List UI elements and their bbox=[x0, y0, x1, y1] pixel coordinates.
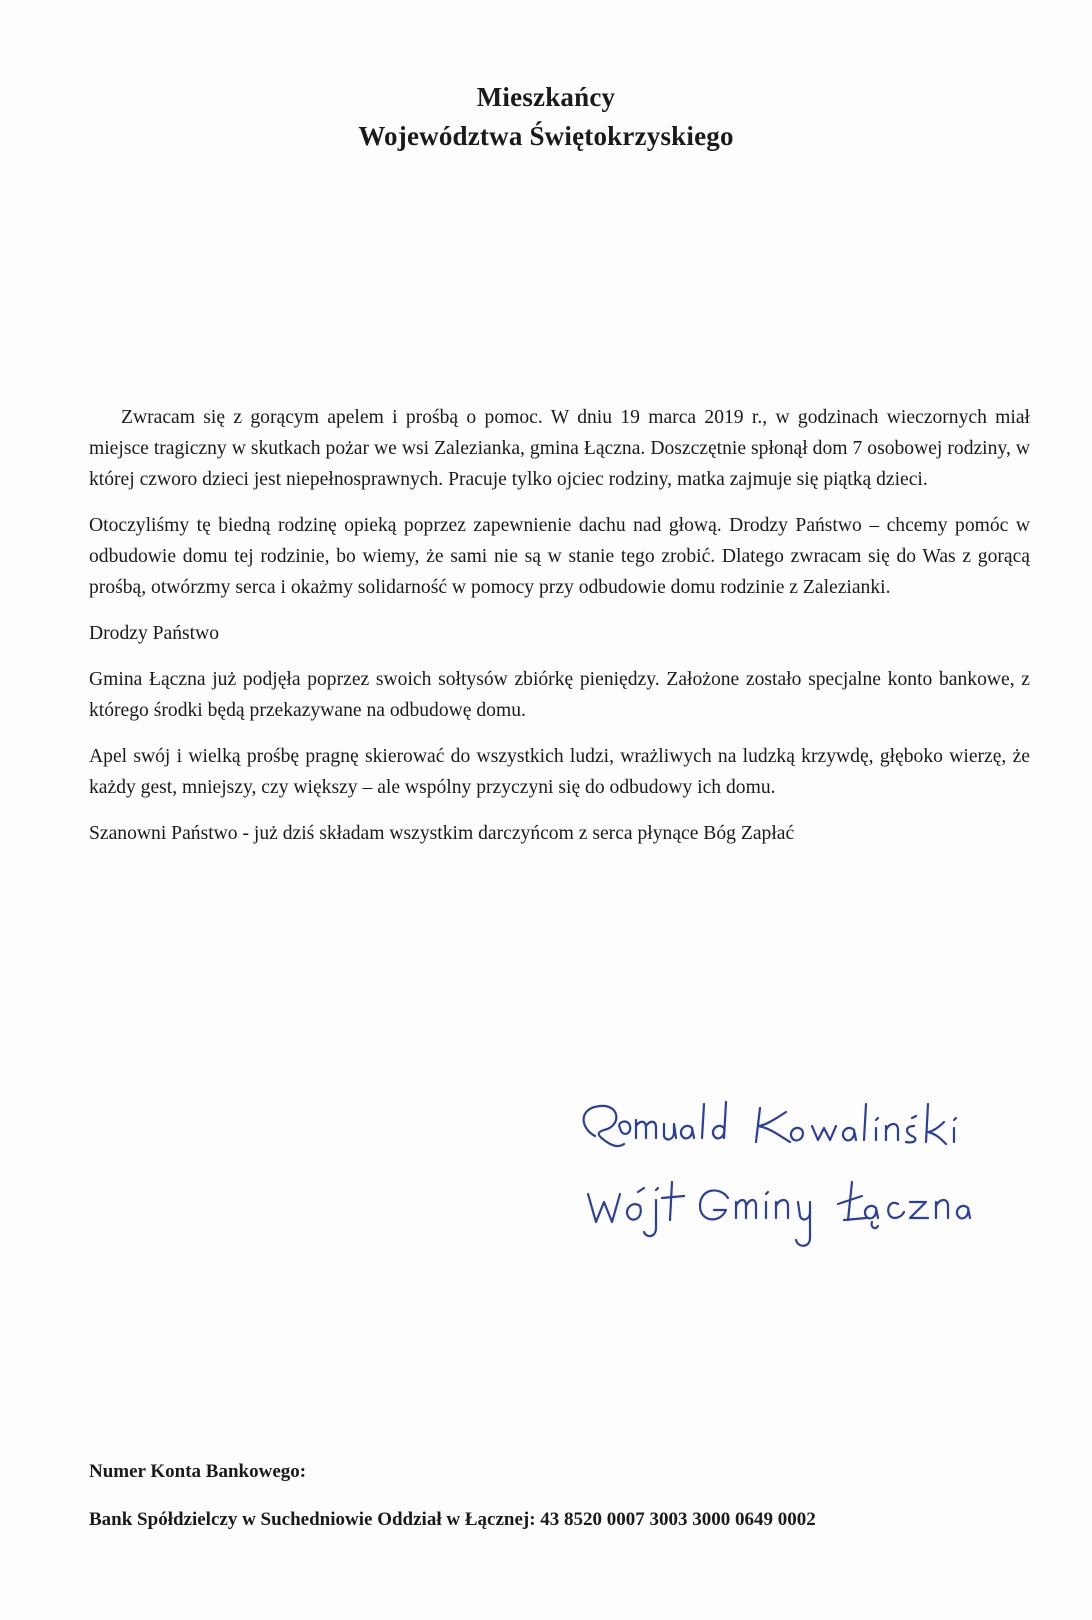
account-label: Numer Konta Bankowego: bbox=[89, 1461, 307, 1482]
paragraph-collection: Gmina Łączna już podjęła poprzez swoich sołtysów zbiórkę pieniędzy. Założone zostało specjalne konto bankowe, z którego środki będą przekazywane na odbudowę domu. bbox=[89, 669, 1030, 721]
paragraph-request: Apel swój i wielką prośbę pragnę skierować do wszystkich ludzi, wrażliwych na ludzką krzywdę, głęboko wierzę, że każdy gest, mniejszy, czy większy – ale wspólny przyczyni się do odbudowy ich domu. bbox=[89, 746, 1030, 798]
paragraph-appeal: Zwracam się z gorącym apelem i prośbą o pomoc. W dniu 19 marca 2019 r., w godzinach wieczornych miał miejsce tragiczny w skutkach pożar we wsi Zalezianka, gmina Łączna. Doszczętnie spłonął dom 7 osobowej rodziny, w której czworo dzieci jest niepełnosprawnych. Pracuje tylko ojciec rodziny, matka zajmuje się piątką dzieci. bbox=[89, 407, 1030, 490]
paragraph-care: Otoczyliśmy tę biedną rodzinę opieką poprzez zapewnienie dachu nad głową. Drodzy Państwo – chcemy pomóc w odbudowie domu tej rodzinie, bo wiemy, że sami nie są w stanie tego zrobić. Dlatego zwracam się do Was z gorącą prośbą, otwórzmy serca i okażmy solidarność w pomocy przy odbudowie domu rodzinie z Zalezianki. bbox=[89, 515, 1030, 598]
paragraph-salutation: Drodzy Państwo bbox=[89, 623, 220, 644]
handwritten-signature bbox=[560, 1098, 1020, 1278]
letter-body bbox=[89, 402, 1030, 864]
title-line-1: Mieszkańcy bbox=[476, 82, 616, 112]
letter-title bbox=[0, 78, 1092, 156]
paragraph-thanks: Szanowni Państwo - już dziś składam wszystkim darczyńcom z serca płynące Bóg Zapłać bbox=[89, 823, 795, 844]
title-line-2: Województwa Świętokrzyskiego bbox=[358, 121, 734, 151]
bank-account-line: Bank Spółdzielczy w Suchedniowie Oddział w Łącznej: 43 8520 0007 3003 3000 0649 0002 bbox=[89, 1509, 816, 1530]
